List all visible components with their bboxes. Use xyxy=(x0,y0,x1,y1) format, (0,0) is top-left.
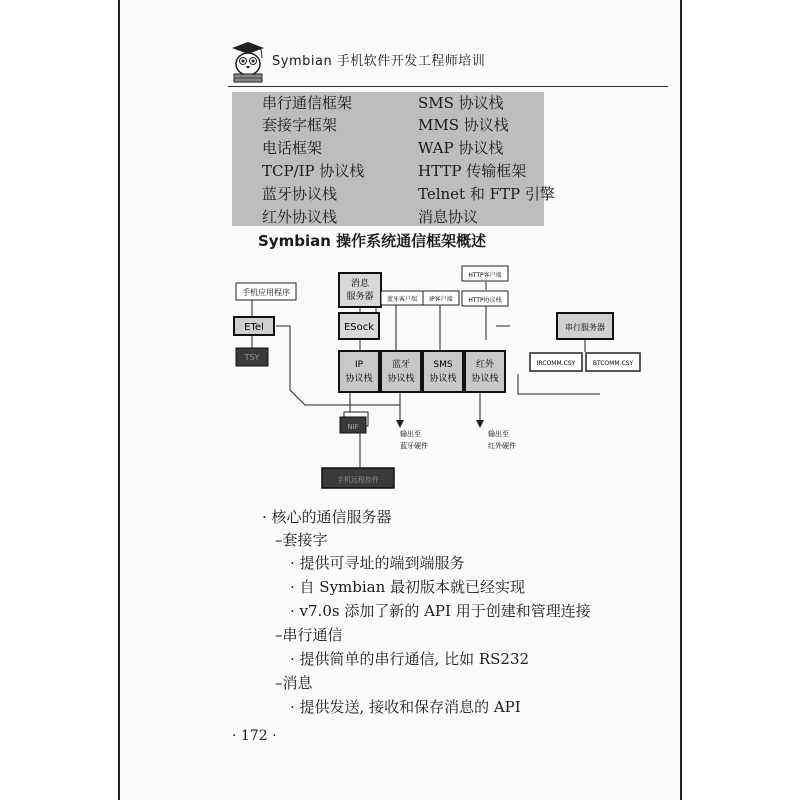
framework-item: WAP 协议栈 xyxy=(418,139,504,157)
framework-item: SMS 协议栈 xyxy=(418,94,504,112)
bt-stack-label-1: 蓝牙 xyxy=(391,360,411,370)
framework-item: MMS 协议栈 xyxy=(418,116,509,134)
ir-output-label-2: 红外硬件 xyxy=(488,442,516,450)
section-title: Symbian 操作系统通信框架概述 xyxy=(258,232,487,250)
ip-stack-label-1: IP xyxy=(354,360,364,370)
framework-item: 红外协议栈 xyxy=(262,208,338,226)
framework-item: 套接字框架 xyxy=(262,116,338,134)
framework-item: 串行通信框架 xyxy=(262,94,353,112)
phone-app-label: 手机应用程序 xyxy=(242,288,290,297)
bt-output-label-1: 输出至 xyxy=(400,430,421,438)
sms-stack-label-1: SMS xyxy=(433,360,453,370)
sms-stack-box xyxy=(423,351,463,392)
bullet-item: · 提供发送, 接收和保存消息的 API xyxy=(290,698,521,716)
ir-output-label-1: 输出至 xyxy=(488,430,509,438)
tsy-label: TSY xyxy=(244,353,260,362)
bullet-item: · 提供可寻址的端到端服务 xyxy=(290,554,465,572)
bt-stack-box xyxy=(381,351,421,392)
bullet-item: –套接字 xyxy=(275,531,328,549)
sms-stack-label-2: 协议栈 xyxy=(429,374,457,384)
bt-output-label-2: 蓝牙硬件 xyxy=(400,442,428,450)
framework-item: 电话框架 xyxy=(262,139,323,157)
ip-stack-box xyxy=(339,351,379,392)
bullet-item: –串行通信 xyxy=(275,626,343,644)
framework-item: Telnet 和 FTP 引擎 xyxy=(418,185,555,203)
message-server-label-2: 服务器 xyxy=(346,292,374,302)
nif-label: NIF xyxy=(347,423,359,431)
framework-item: 蓝牙协议栈 xyxy=(262,185,338,203)
ip-stack-label-2: 协议栈 xyxy=(345,374,373,384)
http-stack-label: HTTP协议栈 xyxy=(468,297,502,304)
bt-stack-label-2: 协议栈 xyxy=(387,374,415,384)
framework-item: 消息协议 xyxy=(418,208,479,226)
framework-item: HTTP 传输框架 xyxy=(418,162,527,180)
serial-server-label: 串行服务器 xyxy=(565,323,605,332)
ip-client-label: IP客户端 xyxy=(429,296,453,303)
page-number: · 172 · xyxy=(232,728,277,744)
http-client-label: HTTP客户端 xyxy=(468,272,502,279)
framework-item: TCP/IP 协议栈 xyxy=(262,162,365,180)
ircomm-label: IRCOMM.CSY xyxy=(536,360,576,367)
btcomm-label: BTCOMM.CSY xyxy=(592,360,634,367)
ir-stack-label-1: 红外 xyxy=(475,360,495,370)
phone-hardware-label: 手机远程控件 xyxy=(337,476,379,484)
bt-client-label: 蓝牙客户端 xyxy=(386,296,418,303)
bullet-item: · v7.0s 添加了新的 API 用于创建和管理连接 xyxy=(290,602,591,620)
bullet-item: · 核心的通信服务器 xyxy=(262,508,392,526)
header-title: Symbian 手机软件开发工程师培训 xyxy=(272,54,486,69)
esock-label: ESock xyxy=(343,322,375,333)
ir-stack-label-2: 协议栈 xyxy=(471,374,499,384)
bullet-item: · 自 Symbian 最初版本就已经实现 xyxy=(290,578,526,596)
bullet-item: –消息 xyxy=(275,674,313,692)
ir-stack-box xyxy=(465,351,505,392)
bullet-item: · 提供简单的串行通信, 比如 RS232 xyxy=(290,650,530,668)
etel-label: ETel xyxy=(244,322,264,333)
message-server-label-1: 消息 xyxy=(350,279,370,289)
